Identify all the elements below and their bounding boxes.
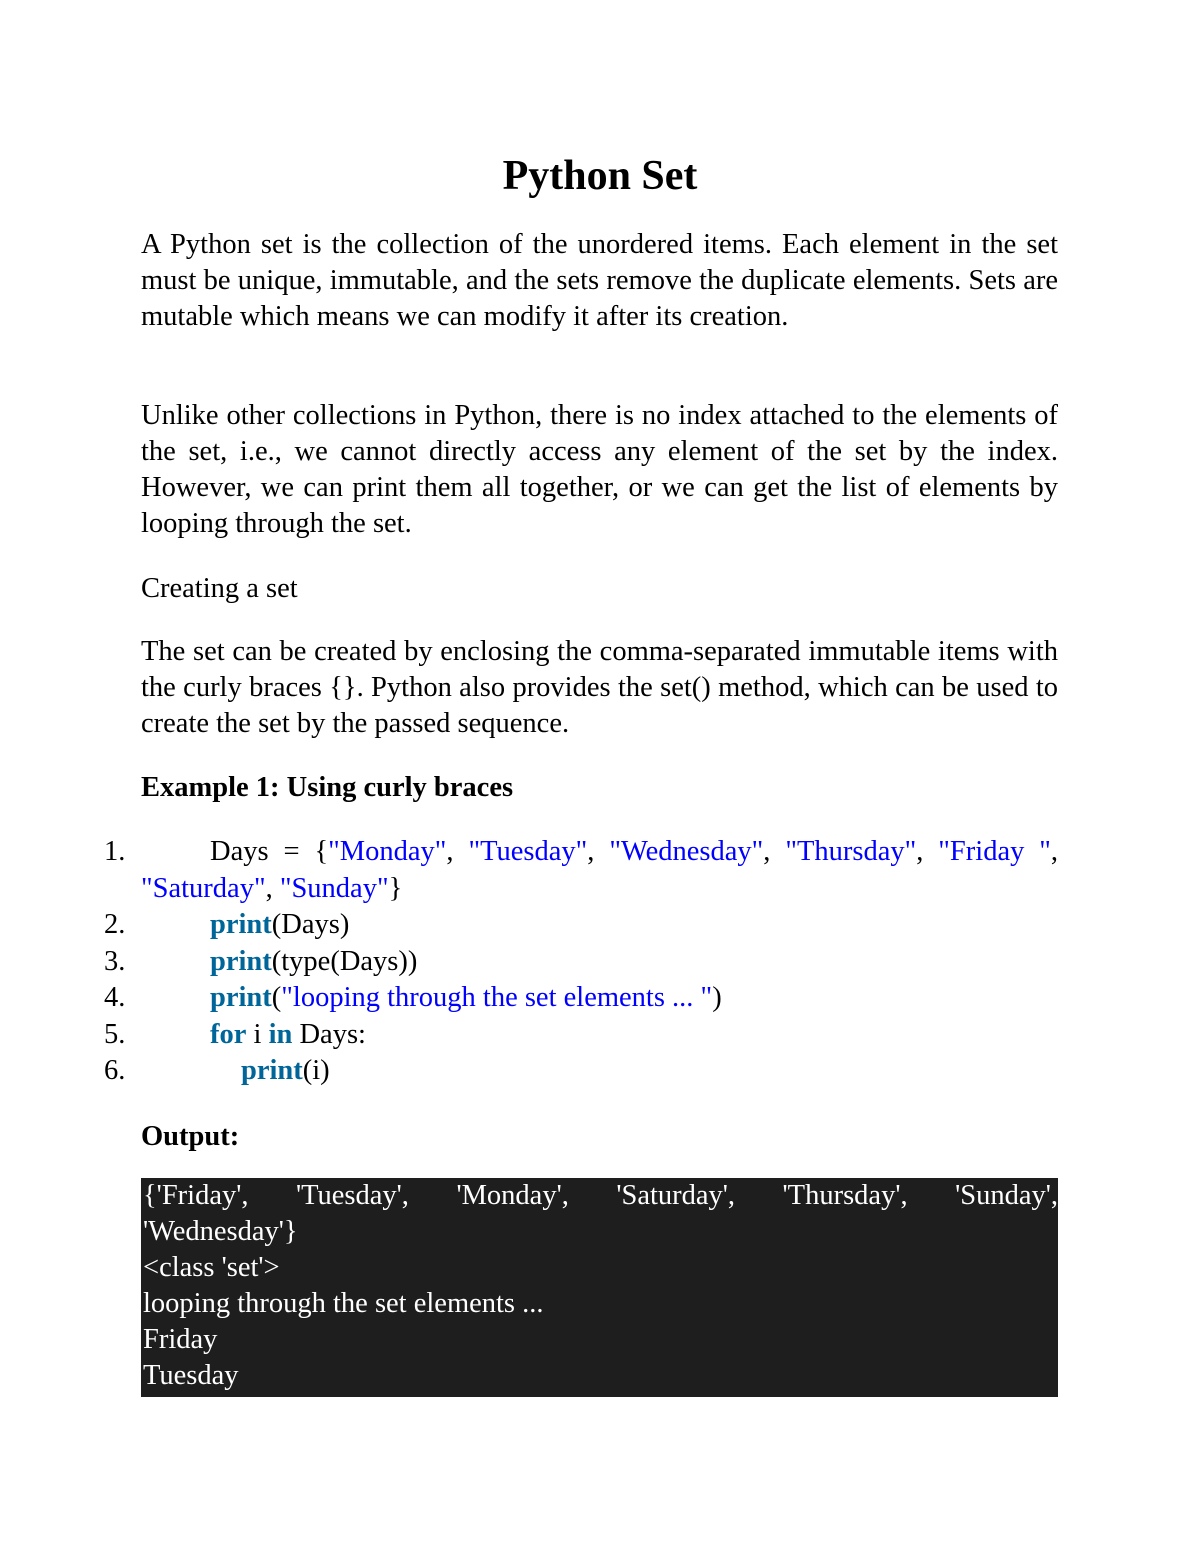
code-line-5 xyxy=(0,1017,1200,1054)
line-number: 4. xyxy=(104,982,126,1013)
output-line: Friday xyxy=(143,1324,218,1355)
output-line: {'Friday', 'Tuesday', 'Monday', 'Saturday', 'Thursday', 'Sunday', xyxy=(143,1180,1058,1211)
output-line: <class 'set'> xyxy=(143,1252,280,1283)
output-heading: Output: xyxy=(141,1121,240,1152)
code-line-2 xyxy=(0,907,1200,944)
creating-set-paragraph: The set can be created by enclosing the comma-separated immutable items with the curly braces {}. Python also provides the set() method, which can be used to create the set by the passed sequence. xyxy=(141,636,1058,739)
creating-set-heading: Creating a set xyxy=(141,573,298,604)
code-text: for i in Days: xyxy=(210,1018,366,1050)
line-number: 2. xyxy=(104,909,126,940)
example-heading: Example 1: Using curly braces xyxy=(141,772,514,803)
line-number: 6. xyxy=(104,1055,126,1086)
line-number: 3. xyxy=(104,945,126,977)
code-line-6 xyxy=(0,1053,1200,1090)
output-line: 'Wednesday'} xyxy=(143,1216,298,1247)
page-title: Python Set xyxy=(502,153,698,199)
output-console xyxy=(141,1178,1058,1397)
no-index-paragraph: Unlike other collections in Python, there is no index attached to the elements of the set, i.e., we cannot directly access any element of the set by the index. However, we can print them all together, or we can get the list of elements by looping through the set. xyxy=(141,400,1058,539)
output-line: looping through the set elements ... xyxy=(143,1288,544,1319)
line-number: 1. xyxy=(104,836,126,867)
code-text: print("looping through the set elements ... ") xyxy=(210,982,722,1013)
code-line-4 xyxy=(0,980,1200,1017)
code-text: print(i) xyxy=(241,1055,330,1086)
line-number: 5. xyxy=(104,1018,126,1050)
code-line-1 xyxy=(0,834,1200,907)
code-listing xyxy=(0,834,1200,1090)
intro-paragraph: A Python set is the collection of the unordered items. Each element in the set must be unique, immutable, and the sets remove the duplicate elements. Sets are mutable which means we can modify it after its creation. xyxy=(141,229,1058,332)
output-line: Tuesday xyxy=(143,1360,239,1391)
code-text: print(Days) xyxy=(210,909,350,940)
code-line-3 xyxy=(0,944,1200,981)
code-text: Days = {"Monday", "Tuesday", "Wednesday", "Thursday", "Friday ", "Saturday", "Sunday"} xyxy=(141,836,1059,904)
code-text: print(type(Days)) xyxy=(210,945,418,977)
